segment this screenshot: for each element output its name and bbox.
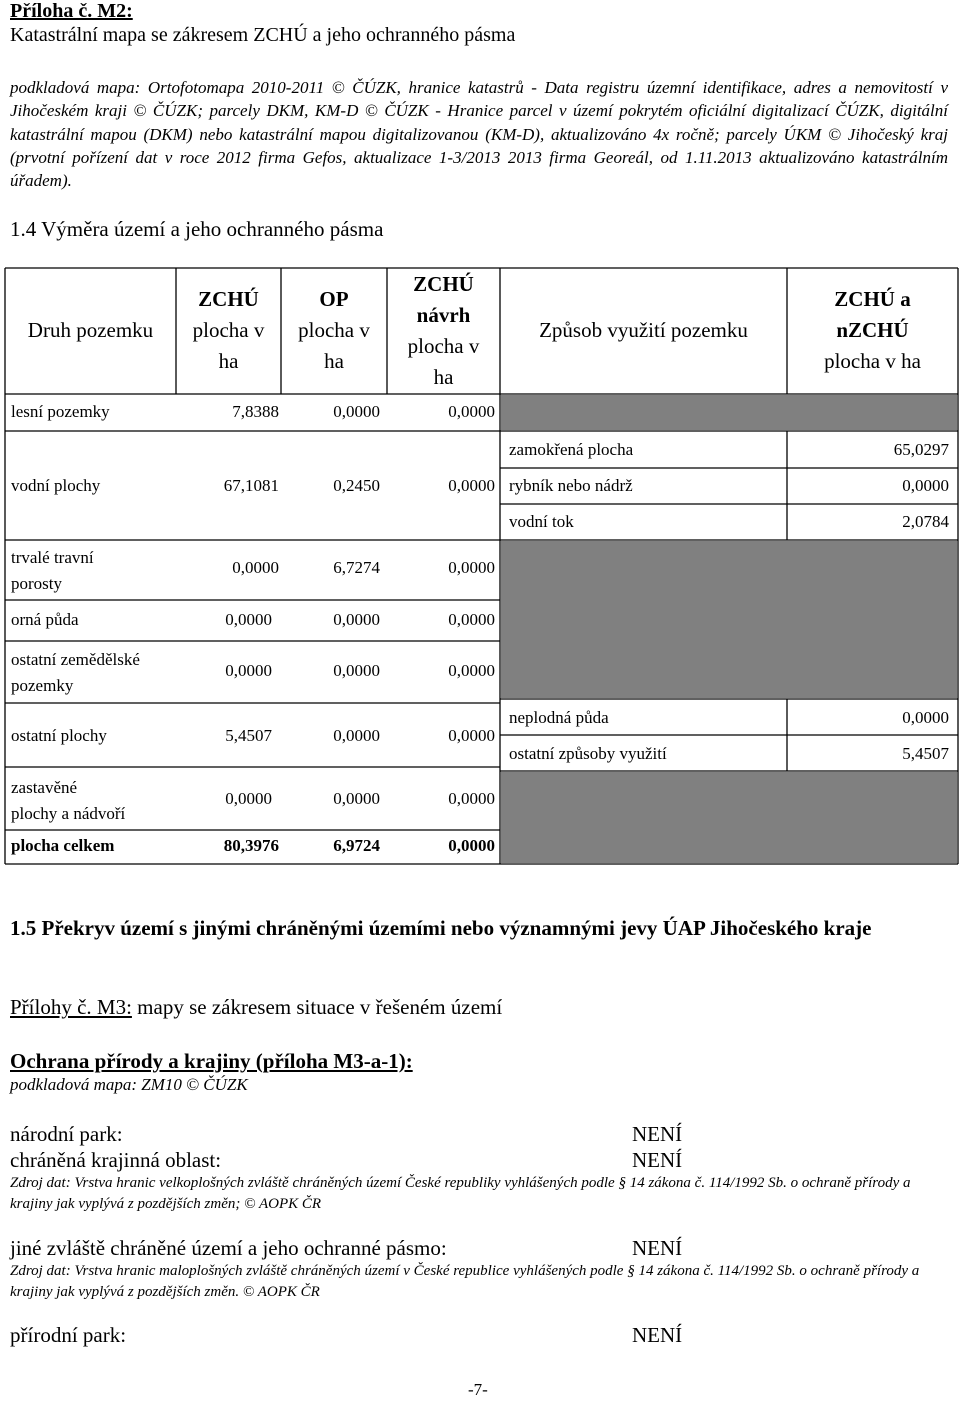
source-note-1: Zdroj dat: Vrstva hranic velkoplošných zvláště chráněných území České republiky vyhlášených podle § 14 zákona č. 114/1992 Sb. o ochraně přírody a krajiny jak vyplývá z pozdějších změn; © AOPK ČR — [10, 1175, 911, 1212]
op-value: 6,7274 — [333, 558, 380, 577]
nature-protection-title: Ochrana přírody a krajiny (příloha M3-a-1): — [10, 1049, 413, 1073]
annex-title: Příloha č. M2: — [10, 0, 133, 22]
navrh-value: 0,0000 — [448, 661, 495, 680]
landscape-area-label: chráněná krajinná oblast: — [10, 1148, 222, 1172]
national-park-label: národní park: — [10, 1122, 123, 1146]
use-label: ostatní způsoby využití — [509, 744, 667, 763]
row-label: ostatní zemědělské pozemky — [11, 650, 140, 695]
nature-park-label: přírodní park: — [10, 1323, 127, 1347]
header-zchu-navrh-area: ZCHÚ návrh plocha v ha — [407, 272, 480, 389]
use-value: 0,0000 — [902, 476, 949, 495]
annex-m3: Přílohy č. M3: mapy se zákresem situace v řešeném území — [10, 995, 503, 1019]
other-protected-label: jiné zvláště chráněné území a jeho ochranné pásmo: — [10, 1236, 447, 1260]
header-druh-pozemku: Druh pozemku — [27, 318, 154, 342]
header-zchu-area: ZCHÚ plocha v ha — [192, 287, 265, 373]
op-value: 0,0000 — [333, 661, 380, 680]
nature-basemap: podkladová mapa: ZM10 © ČÚZK — [10, 1075, 248, 1094]
use-value: 0,0000 — [902, 708, 949, 727]
navrh-value: 0,0000 — [448, 476, 495, 495]
section-1-5-title: 1.5 Překryv území s jinými chráněnými územími nebo významnými jevy ÚAP Jihočeského kraje — [10, 916, 872, 940]
zchu-value: 0,0000 — [225, 789, 272, 808]
national-park-value: NENÍ — [632, 1122, 683, 1146]
use-value: 2,0784 — [902, 512, 949, 531]
header-zpusob-vyuziti: Způsob využití pozemku — [539, 318, 748, 342]
op-value: 0,0000 — [333, 726, 380, 745]
zchu-total: 80,3976 — [223, 836, 279, 855]
use-label: rybník nebo nádrž — [509, 476, 633, 495]
navrh-value: 0,0000 — [448, 610, 495, 629]
navrh-value: 0,0000 — [448, 558, 495, 577]
op-value: 0,2450 — [333, 476, 380, 495]
section-1-4-title: 1.4 Výměra území a jeho ochranného pásma — [10, 217, 384, 241]
zchu-value: 0,0000 — [225, 610, 272, 629]
source-note-2: Zdroj dat: Vrstva hranic maloplošných zvláště chráněných území v České republice vyhlášených podle § 14 zákona č. 114/1992 Sb. o ochraně přírody a krajiny jak vyplývá z pozdějších změn. © AOPK ČR — [10, 1263, 920, 1300]
map-subtitle: Katastrální mapa se zákresem ZCHÚ a jeho ochranného pásma — [10, 24, 516, 46]
zchu-value: 5,4507 — [225, 726, 272, 745]
header-zchu-nzchu-area: ZCHÚ a nZCHÚ plocha v ha — [824, 287, 921, 373]
row-label-total: plocha celkem — [11, 836, 115, 855]
navrh-value: 0,0000 — [448, 402, 495, 421]
zchu-value: 0,0000 — [225, 661, 272, 680]
use-value: 5,4507 — [902, 744, 949, 763]
nature-park-value: NENÍ — [632, 1323, 683, 1347]
row-label: trvalé travní porosty — [11, 548, 94, 593]
landscape-area-value: NENÍ — [632, 1148, 683, 1172]
zchu-value: 7,8388 — [232, 402, 279, 421]
use-label: vodní tok — [509, 512, 574, 531]
row-label: lesní pozemky — [11, 402, 110, 421]
row-label: vodní plochy — [11, 476, 101, 495]
use-label: zamokřená plocha — [509, 440, 634, 459]
navrh-value: 0,0000 — [448, 789, 495, 808]
gray-fill — [501, 541, 957, 698]
zchu-value: 0,0000 — [232, 558, 279, 577]
gray-fill — [501, 772, 957, 863]
row-label: orná půda — [11, 610, 79, 629]
page-number: -7- — [468, 1380, 488, 1399]
header-op-area: OP plocha v ha — [298, 287, 370, 373]
use-value: 65,0297 — [893, 440, 949, 459]
op-total: 6,9724 — [333, 836, 380, 855]
op-value: 0,0000 — [333, 610, 380, 629]
zchu-value: 67,1081 — [223, 476, 279, 495]
row-label: zastavěné plochy a nádvoří — [11, 778, 126, 823]
navrh-total: 0,0000 — [448, 836, 495, 855]
row-label: ostatní plochy — [11, 726, 107, 745]
gray-fill — [501, 395, 957, 430]
basemap-description: podkladová mapa: Ortofotomapa 2010-2011 © ČÚZK, hranice katastrů - Data registru územní identifikace, adres a nemovitostí v Jihočeském kraji © ČÚZK; parcely DKM, KM-D © ČÚZK - Hranice parcel v území pokrytém oficiální digitalizací ČÚZK, digitální katastrální mapou (DKM) nebo katastrální mapou digitalizovanou (KM-D), aktualizováno 4x ročně; parcely ÚKM © Jihočeský kraj (prvotní pořízení dat v roce 2012 firma Gefos, aktualizace 1-3/2013 2013 firma Georeál, od 1.11.2013 aktualizováno katastrálním úřadem). — [10, 78, 948, 191]
use-label: neplodná půda — [509, 708, 609, 727]
op-value: 0,0000 — [333, 789, 380, 808]
op-value: 0,0000 — [333, 402, 380, 421]
navrh-value: 0,0000 — [448, 726, 495, 745]
other-protected-value: NENÍ — [632, 1236, 683, 1260]
